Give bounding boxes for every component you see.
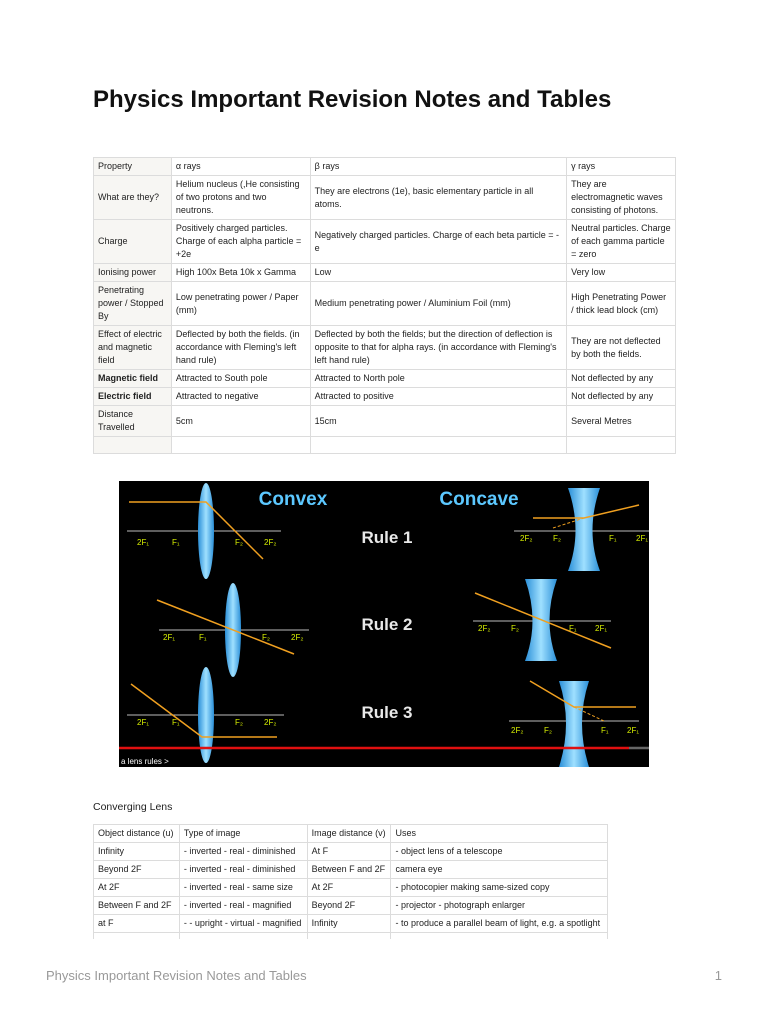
table-header-cell: Property [94,158,172,176]
table-cell: 5cm [171,406,310,437]
table-cell: They are not deflected by both the fields. [567,326,676,370]
table-cell: What are they? [94,176,172,220]
table-cell: Not deflected by any [567,388,676,406]
table-header-cell: Type of image [179,825,307,843]
table-cell: - - upright - virtual - magnified [179,915,307,933]
table-row [94,326,676,370]
svg-text:2F₁: 2F₁ [627,726,640,735]
svg-text:2F₁: 2F₁ [595,624,608,633]
table-cell: At F [307,843,391,861]
table-header-cell: α rays [171,158,310,176]
table-cell: At 2F [94,879,180,897]
convex-rule-2 [157,583,309,677]
table-cell: Penetrating power / Stopped By [94,282,172,326]
converging-lens-table [93,824,608,939]
table-cell [310,437,566,454]
table-cell [179,933,307,939]
rule-2-label: Rule 2 [361,615,413,634]
table-row [94,406,676,437]
table-header-cell: Object distance (u) [94,825,180,843]
table-row [94,220,676,264]
table-cell: camera eye [391,861,608,879]
table-cell: Low [310,264,566,282]
svg-text:F₂: F₂ [235,538,243,547]
table-header-cell: Image distance (v) [307,825,391,843]
table-cell: At 2F [307,879,391,897]
table-header-cell: β rays [310,158,566,176]
table-cell [307,933,391,939]
footer-title: Physics Important Revision Notes and Tables [46,968,307,983]
table-row [94,264,676,282]
svg-text:2F₁: 2F₁ [137,538,150,547]
convex-heading: Convex [258,489,328,510]
table-cell: 15cm [310,406,566,437]
svg-text:2F₂: 2F₂ [291,633,304,642]
rule-3-label: Rule 3 [361,703,413,722]
lens-rules-figure [119,481,649,767]
table-cell: Negatively charged particles. Charge of each beta particle = -e [310,220,566,264]
table-cell: Attracted to North pole [310,370,566,388]
table-header-row [94,158,676,176]
svg-text:F₁: F₁ [172,718,180,727]
page-number: 1 [714,968,722,983]
table-row [94,933,608,939]
svg-text:2F₂: 2F₂ [511,726,524,735]
table-cell: - projector - photograph enlarger [391,897,608,915]
svg-text:2F₁: 2F₁ [137,718,150,727]
table-cell: Beyond 2F [94,861,180,879]
table-cell: Beyond 2F [307,897,391,915]
svg-text:2F₂: 2F₂ [264,538,277,547]
table-cell [94,437,172,454]
table-cell: High Penetrating Power / thick lead block (cm) [567,282,676,326]
svg-text:F₂: F₂ [511,624,519,633]
table-cell: They are electromagnetic waves consisting of photons. [567,176,676,220]
svg-text:F₂: F₂ [262,633,270,642]
svg-text:2F₁: 2F₁ [636,534,649,543]
table-cell: Distance Travelled [94,406,172,437]
table-cell: They are electrons (1e), basic elementary particle in all atoms. [310,176,566,220]
page-title: Physics Important Revision Notes and Tables [93,86,612,113]
table-header-row [94,825,608,843]
table-cell: Not deflected by any [567,370,676,388]
table-cell: at F [94,915,180,933]
table-cell: Neutral particles. Charge of each gamma particle = zero [567,220,676,264]
concave-heading: Concave [439,489,519,510]
table-row [94,897,608,915]
table-cell: Between F and 2F [307,861,391,879]
svg-text:F₂: F₂ [235,718,243,727]
table-row [94,879,608,897]
lens-rules-diagram [119,481,649,767]
radiation-properties-table [93,157,676,454]
table-cell: Attracted to positive [310,388,566,406]
concave-rule-3 [509,681,639,767]
table-cell [171,437,310,454]
table-cell [94,933,180,939]
figure-caption[interactable]: a lens rules > [121,757,169,766]
table-row [94,915,608,933]
svg-text:2F₁: 2F₁ [163,633,176,642]
table-row [94,843,608,861]
table-cell: Between F and 2F [94,897,180,915]
rule-1-label: Rule 1 [361,528,413,547]
table-cell: Electric field [94,388,172,406]
svg-text:2F₂: 2F₂ [264,718,277,727]
table-cell: Magnetic field [94,370,172,388]
table-cell: Infinity [307,915,391,933]
table-cell: - inverted - real - diminished [179,843,307,861]
table-cell: - to produce a parallel beam of light, e.g. a spotlight [391,915,608,933]
table-cell: Attracted to negative [171,388,310,406]
svg-text:F₂: F₂ [553,534,561,543]
svg-text:F₂: F₂ [544,726,552,735]
table-cell: Positively charged particles. Charge of each alpha particle = +2e [171,220,310,264]
table-row [94,176,676,220]
concave-rule-2 [473,579,611,661]
svg-text:F₁: F₁ [172,538,180,547]
table-cell: Infinity [94,843,180,861]
table-cell: - photocopier making same-sized copy [391,879,608,897]
table-cell: Charge [94,220,172,264]
table-cell: Several Metres [567,406,676,437]
table-row [94,861,608,879]
table-cell: Attracted to South pole [171,370,310,388]
table-cell: - inverted - real - magnified [179,897,307,915]
table-cell: Medium penetrating power / Aluminium Foil (mm) [310,282,566,326]
svg-text:F₁: F₁ [609,534,617,543]
table-cell [391,933,608,939]
table-cell: Ionising power [94,264,172,282]
table-cell: High 100x Beta 10k x Gamma [171,264,310,282]
table-cell: Deflected by both the fields. (in accordance with Fleming's left hand rule) [171,326,310,370]
table-cell: - inverted - real - diminished [179,861,307,879]
converging-lens-heading: Converging Lens [93,801,173,813]
table-cell: - inverted - real - same size [179,879,307,897]
table-cell: Very low [567,264,676,282]
concave-rule-1 [514,488,649,571]
table-row [94,370,676,388]
table-header-cell: γ rays [567,158,676,176]
svg-text:F₁: F₁ [569,624,577,633]
table-cell: Deflected by both the fields; but the direction of deflection is opposite to that for alpha rays. (in accordance with Fleming's left hand rule) [310,326,566,370]
table-cell [567,437,676,454]
svg-text:2F₂: 2F₂ [520,534,533,543]
table-cell: - object lens of a telescope [391,843,608,861]
table-row [94,388,676,406]
svg-text:F₁: F₁ [601,726,609,735]
table-row [94,437,676,454]
table-cell: Helium nucleus (,He consisting of two protons and two neutrons. [171,176,310,220]
table-header-cell: Uses [391,825,608,843]
table-cell: Low penetrating power / Paper (mm) [171,282,310,326]
table-cell: Effect of electric and magnetic field [94,326,172,370]
svg-text:2F₂: 2F₂ [478,624,491,633]
svg-text:F₁: F₁ [199,633,207,642]
table-row [94,282,676,326]
